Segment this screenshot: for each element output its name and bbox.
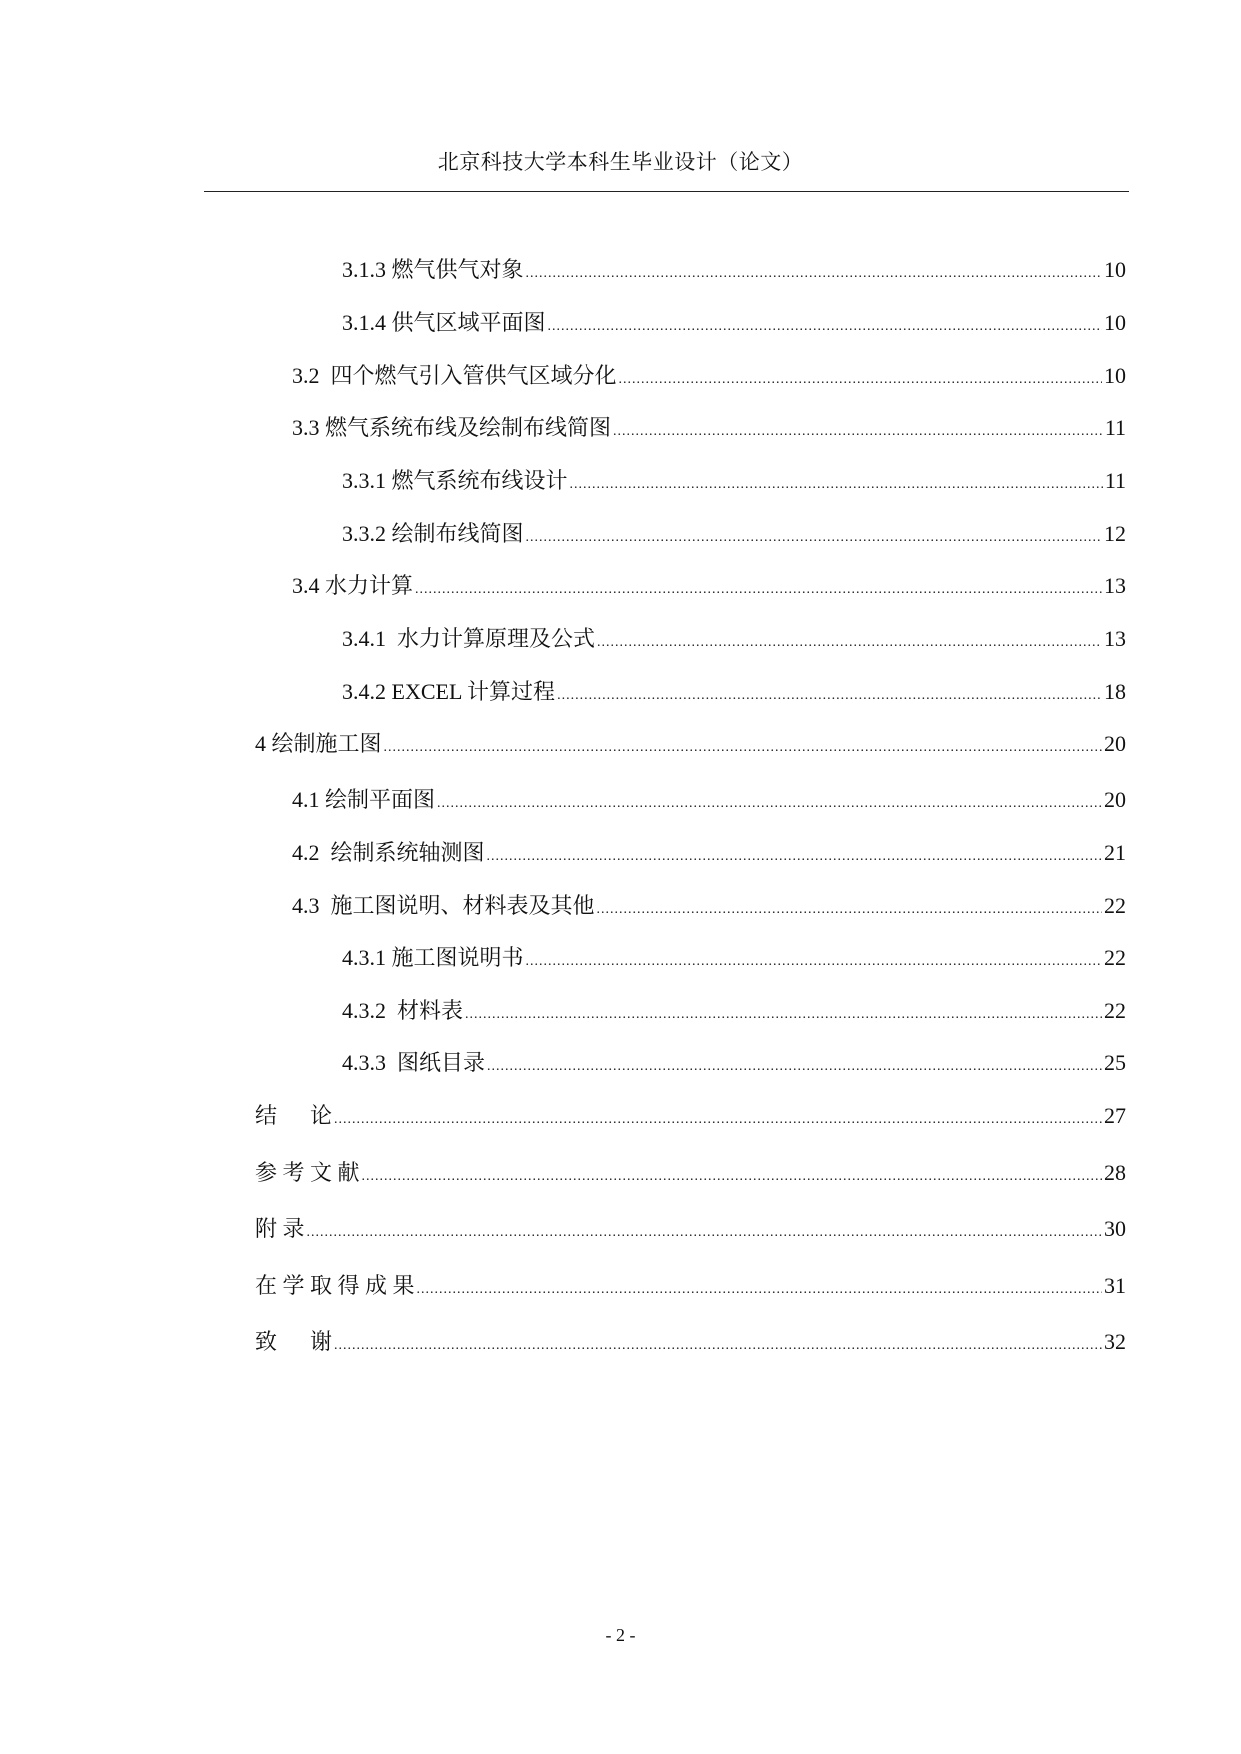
toc-leader-dots [362,1162,1102,1192]
toc-entry-label: 结 论 [255,1103,333,1128]
toc-entry-page: 11 [1104,415,1126,440]
toc-entry[interactable] [342,255,1126,285]
toc-entry[interactable] [292,413,1126,443]
toc-leader-dots [548,312,1102,342]
toc-entry[interactable] [255,1101,1126,1131]
toc-entry-label: 4 绘制施工图 [255,731,382,756]
toc-leader-dots [487,1052,1102,1082]
toc-entry-page: 22 [1104,998,1126,1023]
toc-entry-page: 18 [1104,679,1126,704]
toc-entry-label: 在 学 取 得 成 果 [255,1273,415,1298]
toc-entry-label: 3.3.2 绘制布线简图 [342,521,524,546]
toc-entry[interactable] [292,838,1126,868]
toc-entry[interactable] [342,1048,1126,1078]
toc-entry-page: 12 [1104,521,1126,546]
page-header-title: 北京科技大学本科生毕业设计（论文） [437,150,804,174]
toc-leader-dots [417,1275,1102,1305]
toc-leader-dots [415,575,1102,605]
toc-entry-label: 3.4.1 水力计算原理及公式 [342,626,596,651]
toc-entry[interactable] [292,785,1126,815]
toc-entry-label: 3.1.4 供气区域平面图 [342,310,546,335]
toc-leader-dots [526,259,1102,289]
toc-entry-page: 22 [1104,945,1126,970]
toc-entry[interactable] [255,1271,1126,1301]
toc-entry-label: 4.3.1 施工图说明书 [342,945,524,970]
toc-entry[interactable] [255,1327,1126,1357]
toc-entry-page: 27 [1104,1103,1126,1128]
toc-leader-dots [597,895,1102,925]
toc-entry[interactable] [255,729,1126,759]
toc-leader-dots [597,628,1102,658]
toc-entry[interactable] [342,519,1126,549]
toc-entry[interactable] [342,466,1126,496]
toc-leader-dots [526,947,1102,977]
toc-entry-label: 3.4.2 EXCEL 计算过程 [342,679,556,704]
toc-leader-dots [334,1105,1102,1135]
toc-entry-label: 3.2 四个燃气引入管供气区域分化 [292,363,617,388]
toc-entry[interactable] [342,624,1126,654]
toc-leader-dots [613,417,1103,447]
toc-leader-dots [384,733,1102,763]
toc-entry-page: 25 [1104,1050,1126,1075]
toc-entry[interactable] [292,891,1126,921]
toc-entry[interactable] [255,1158,1126,1188]
page-number: - 2 - [605,1625,636,1645]
toc-entry-page: 13 [1104,573,1126,598]
toc-entry-label: 4.3 施工图说明、材料表及其他 [292,893,595,918]
toc-entry-label: 3.4 水力计算 [292,573,414,598]
toc-entry-label: 附 录 [255,1216,305,1241]
toc-entry[interactable] [342,308,1126,338]
toc-entry-page: 21 [1104,840,1126,865]
toc-entry-page: 10 [1104,257,1126,282]
toc-entry-label: 3.1.3 燃气供气对象 [342,257,524,282]
toc-entry-page: 10 [1104,310,1126,335]
toc-entry-label: 4.3.3 图纸目录 [342,1050,486,1075]
toc-leader-dots [487,842,1102,872]
toc-entry-page: 11 [1104,468,1126,493]
toc-leader-dots [570,470,1103,500]
toc-leader-dots [437,789,1102,819]
toc-entry-label: 3.3.1 燃气系统布线设计 [342,468,568,493]
toc-leader-dots [557,681,1102,711]
toc-entry-page: 22 [1104,893,1126,918]
toc-leader-dots [334,1331,1102,1361]
toc-entry[interactable] [292,571,1126,601]
toc-entry-label: 致 谢 [255,1329,333,1354]
toc-entry-label: 4.3.2 材料表 [342,998,464,1023]
toc-leader-dots [307,1218,1102,1248]
toc-leader-dots [619,365,1102,395]
toc-entry[interactable] [255,1214,1126,1244]
toc-entry-label: 4.1 绘制平面图 [292,787,436,812]
toc-entry-label: 4.2 绘制系统轴测图 [292,840,485,865]
toc-entry-page: 32 [1104,1329,1126,1354]
toc-leader-dots [465,1000,1102,1030]
toc-entry-page: 13 [1104,626,1126,651]
toc-entry-page: 10 [1104,363,1126,388]
toc-entry[interactable] [342,943,1126,973]
toc-entry-page: 30 [1104,1216,1126,1241]
toc-entry-page: 20 [1104,731,1126,756]
toc-entry-page: 31 [1104,1273,1126,1298]
toc-entry-page: 20 [1104,787,1126,812]
toc-leader-dots [526,523,1102,553]
toc-entry[interactable] [342,677,1126,707]
toc-entry-label: 3.3 燃气系统布线及绘制布线简图 [292,415,612,440]
toc-entry-label: 参 考 文 献 [255,1160,360,1185]
toc-entry-page: 28 [1104,1160,1126,1185]
toc-entry[interactable] [292,361,1126,391]
toc-entry[interactable] [342,996,1126,1026]
